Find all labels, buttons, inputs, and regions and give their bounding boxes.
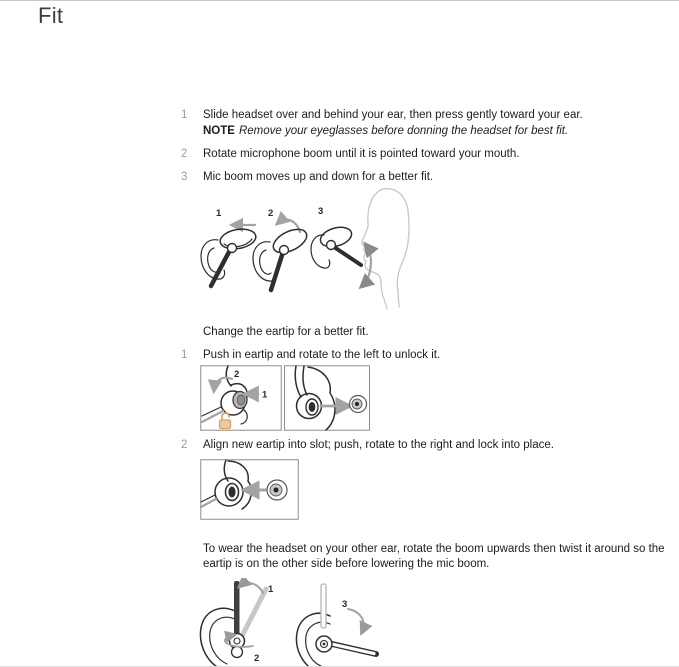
ear-outline: [201, 240, 225, 279]
headset-boom-lowered: [296, 584, 376, 667]
fit-step-2: [181, 147, 667, 162]
mic-boom: [211, 250, 230, 286]
fit-sequence-illustration: [198, 187, 413, 315]
rotate-label: 2: [234, 369, 240, 380]
other-ear-paragraph: To wear the headset on your other ear, rotate the boom upwards then twist it around so the eartip is on the other side before lowering the mic boom.: [203, 543, 665, 570]
step-number: 2: [181, 148, 188, 160]
eartip-insert-illustration: [200, 459, 299, 520]
eartip-intro: Change the eartip for a better fit.: [203, 326, 369, 338]
fit-ear-step-2: [253, 208, 310, 290]
mic-boom: [271, 252, 283, 290]
detached-eartip: [267, 480, 287, 500]
step-1-label: 1: [216, 208, 222, 219]
raise-arrow-icon: [240, 583, 263, 593]
eartip-step-2: [181, 438, 667, 453]
step-text: Rotate microphone boom until it is pointed toward your mouth.: [203, 148, 520, 160]
step-text: Slide headset over and behind your ear, then press gently toward your ear.: [203, 109, 583, 121]
note-label: NOTE: [203, 125, 235, 137]
boom-swap-illustration: [190, 578, 380, 667]
up-down-arrow-icon: [362, 245, 371, 286]
step-text: Mic boom moves up and down for a better fit.: [203, 171, 434, 183]
raise-label: 1: [268, 584, 274, 595]
boom-ghost: [321, 584, 326, 628]
eartip-step-1: [181, 348, 667, 363]
twist-label: 2: [254, 653, 260, 664]
step-number: 2: [181, 439, 188, 451]
mic-boom-vertical: [234, 581, 240, 639]
fit-ear-step-1: [201, 208, 257, 286]
eartip: [232, 647, 243, 658]
headset-body: [270, 225, 311, 258]
note-text: Remove your eyeglasses before donning the headset for best fit.: [238, 125, 569, 137]
fit-step-1-note: [203, 124, 667, 139]
fit-ear-step-3: [311, 206, 371, 286]
lower-label: 3: [342, 599, 348, 610]
mic-boom: [334, 247, 361, 265]
step-3-label: 3: [318, 206, 324, 217]
headset-boom-raised: [200, 581, 274, 667]
eartip-unlock-illustration: [200, 365, 370, 431]
step-text: Align new eartip into slot; push, rotate to the right and lock into place.: [203, 439, 554, 451]
step-number: 3: [181, 171, 188, 183]
step-text: Push in eartip and rotate to the left to unlock it.: [203, 349, 441, 361]
step-number: 1: [181, 109, 188, 121]
lower-arrow-icon: [348, 609, 364, 632]
boom-ghost: [243, 589, 266, 634]
page-title: Fit: [38, 3, 64, 28]
fit-step-1: [181, 108, 667, 123]
detached-eartip: [350, 396, 367, 413]
step-2-label: 2: [268, 208, 274, 219]
fit-step-3: [181, 170, 667, 185]
step-number: 1: [181, 349, 188, 361]
push-label: 1: [262, 389, 268, 401]
